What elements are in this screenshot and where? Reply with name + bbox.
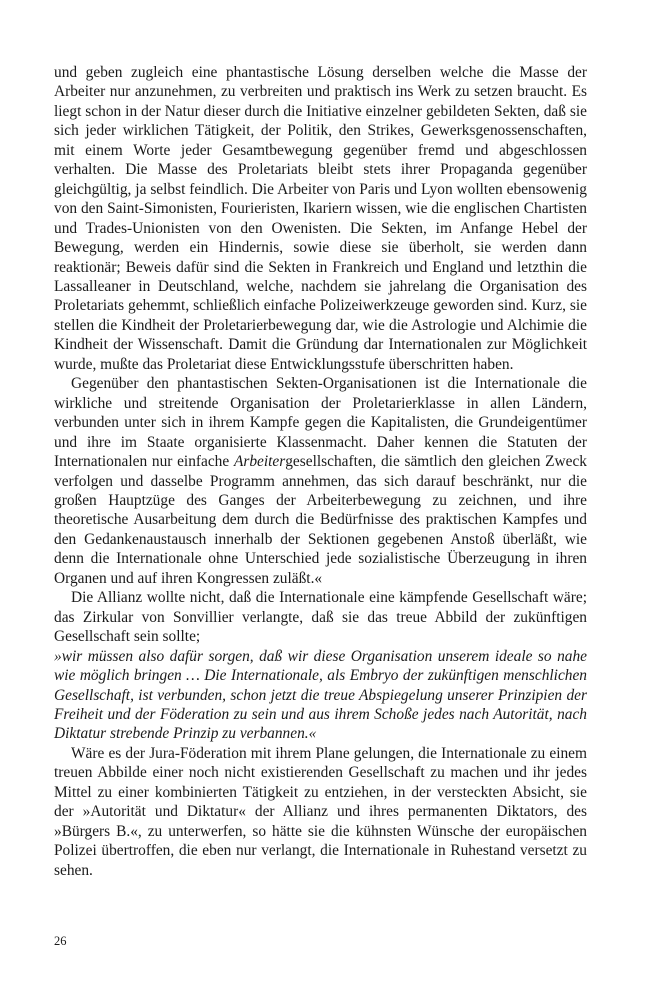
text-run: und geben zugleich eine phantastische Lösung derselben welche die Masse der Arbeiter nur anzunehmen, zu verbreiten und praktisch ins Werk zu setzen braucht. Es liegt schon in der Natur dieser durch die Initiative einzelner gebildeten Sekten, daß sie sich jeder wirklichen Tätigkeit, der Politik, den Strikes, Gewerksgenossenschaften, mit einem Worte jeder Gesamtbewegung gegenüber fremd und abgeschlossen verhalten. Die Masse des Proletariats bleibt stets ihrer Propaganda gegenüber gleichgültig, ja selbst feindlich. Die Arbeiter von Paris und Lyon wollten ebensowenig von den Saint-Simonisten, Fourieristen, Ikariern wissen, wie die englischen Chartisten und Trades-Unionisten von den Owenisten. Die Sekten, im Anfange Hebel der Bewegung, werden ein Hindernis, sowie diese sie überholt, sie werden dann reaktionär; Beweis dafür sind die Sekten in Frankreich und England und letzthin die Lassalleaner in Deutschland, welche, nachdem sie jahrelang die Organisation des Proletariats gehemmt, schließlich einfache Polizeiwerkzeuge geworden sind. Kurz, sie stellen die Kindheit der Proletarierbewegung dar, wie die Astrologie und Alchimie die Kindheit der Wissenschaft. Damit die Gründung dar Internationalen zur Möglichkeit wurde, mußte das Proletariat diese Entwicklungsstufe überschritten haben. bbox=[54, 64, 587, 373]
text-run: Gegenüber den phantastischen Sekten-Organisationen ist die Internationale die wirkliche und streitende Organisation der Proletarierklasse in allen Ländern, verbunden unter sich in ihrem Kampfe gegen die Kapitalisten, die Grundeigentümer und ihre im Staate organisierte Klassenmacht. Daher kennen die Statuten der Internationalen nur einfache bbox=[54, 375, 587, 471]
emphasis-run: Arbeiter bbox=[233, 453, 286, 471]
block-quote-sonvillier bbox=[54, 647, 587, 744]
paragraph-jura-federation bbox=[54, 744, 587, 880]
text-run: Die Allianz wollte nicht, daß die Internationale eine kämpfende Gesellschaft wäre; das Zirkular von Sonvillier verlangte, daß sie das treue Abbild der zukünftigen Gesellschaft sein sollte; bbox=[54, 589, 587, 646]
paragraph-sects-nature bbox=[54, 63, 587, 374]
page-number: 26 bbox=[54, 934, 67, 948]
page-body bbox=[54, 63, 587, 880]
paragraph-international-organisation bbox=[54, 374, 587, 588]
paragraph-alliance bbox=[54, 588, 587, 646]
text-run: Wäre es der Jura-Föderation mit ihrem Plane gelungen, die Internationale zu einem treuen Abbilde einer noch nicht existierenden Gesellschaft zu machen und ihr jedes Mittel zu einer kombinierten Tätigkeit zu entziehen, in der versteckten Absicht, sie der »Autorität und Diktatur« der Allianz und ihres permanenten Diktators, des »Bürgers B.«, zu unterwerfen, so hätte sie die kühnsten Wünsche der europäischen Polizei übertroffen, die eben nur verlangt, die Internationale in Ruhestand versetzt zu sehen. bbox=[54, 744, 587, 879]
quote-run: »wir müssen also dafür sorgen, daß wir diese Organisation unserem ideale so nahe wie möglich bringen … Die Internationale, als Embryo der zukünftigen menschlichen Gesellschaft, ist verbunden, schon jetzt die treue Abspiegelung unserer Prinzipien der Freiheit und der Föderation zu sein und aus ihrem Schoße jedes nach Autorität, nach Diktatur strebende Prinzip zu verbannen.« bbox=[54, 647, 587, 743]
text-run: gesellschaften, die sämtlich den gleichen Zweck verfolgen und dasselbe Programm annehmen, das sich darauf beschränkt, nur die großen Hauptzüge des Ganges der Arbeiterbewegung zu zeichnen, und ihre theoretische Ausarbeitung dem durch die Bedürfnisse des praktischen Kampfes und den Gedankenaustausch innerhalb der Sektionen gegebenen Anstoß überläßt, wie denn die Internationale ohne Unterschied jede sozialistische Überzeugung in ihren Organen und auf ihren Kongressen zuläßt.« bbox=[54, 453, 587, 587]
